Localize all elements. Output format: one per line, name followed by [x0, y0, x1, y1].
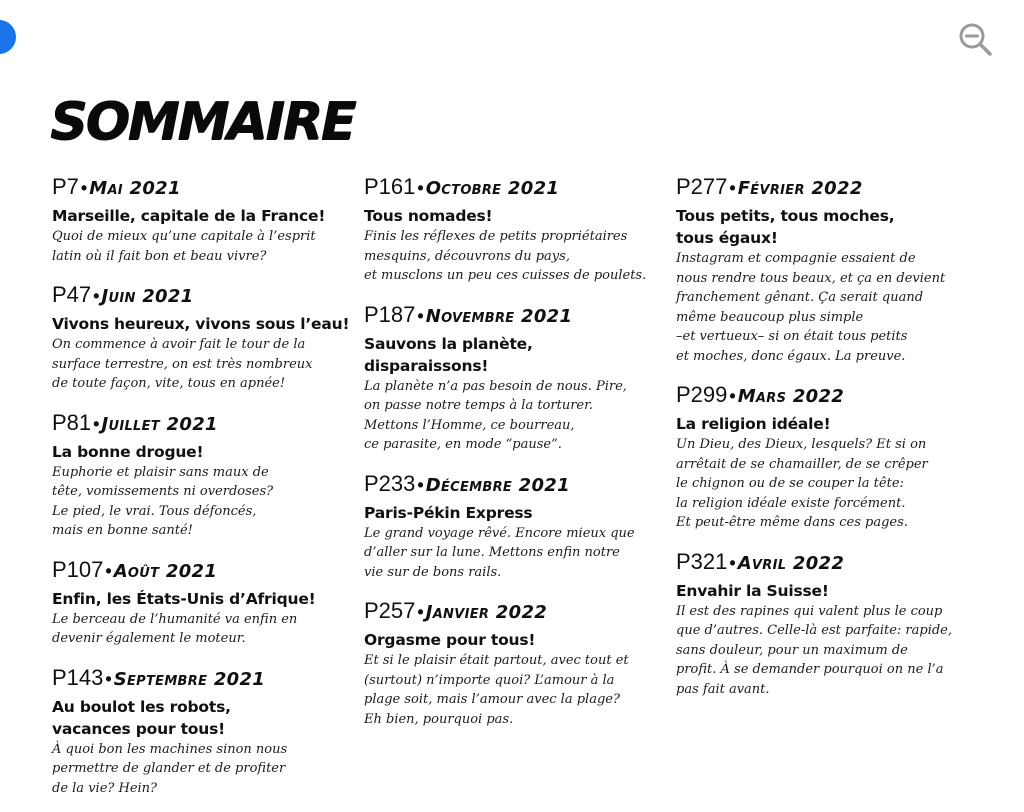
bullet-separator: • [729, 178, 736, 198]
entry-title-line: Orgasme pour tous! [364, 631, 536, 649]
entry-description [676, 435, 986, 533]
entry-description-line: et moches, donc égaux. La preuve. [676, 348, 906, 364]
page-number: P277 [676, 174, 728, 199]
toc-entry[interactable] [676, 172, 986, 366]
page-title: SOMMAIRE [50, 92, 355, 152]
entry-description [52, 227, 362, 266]
entry-title [364, 333, 674, 377]
toc-entry[interactable] [364, 172, 674, 286]
entry-description-line: surface terrestre, on est très nombreux [52, 356, 313, 372]
entry-description [364, 651, 674, 729]
entry-description-line: profit. À se demander pourquoi on ne l’a [676, 662, 944, 677]
entry-description-line: mesquins, découvrons du pays, [364, 248, 570, 264]
entry-description-line: Et peut-être même dans ces pages. [676, 515, 908, 530]
toc-entry[interactable] [676, 547, 986, 700]
entry-heading [364, 172, 674, 205]
entry-description-line: Et si le plaisir était partout, avec tout et [364, 653, 629, 668]
entry-description-line: Eh bien, pourquoi pas. [364, 711, 514, 727]
issue-month: Octobre 2021 [425, 178, 560, 199]
entry-description-line: d’aller sur la lune. Mettons enfin notre [364, 545, 620, 560]
entry-description-line: la religion idéale existe forcément. [676, 495, 906, 511]
entry-description-line: franchement gênant. Ça serait quand [676, 290, 924, 305]
entry-description [364, 524, 674, 583]
entry-title-line: La bonne drogue! [52, 442, 204, 461]
entry-title-line: tous égaux! [676, 229, 778, 247]
entry-description-line: nous rendre tous beaux, et ça en devient [676, 270, 946, 286]
entry-description-line: Euphorie et plaisir sans maux de [52, 464, 269, 480]
entry-description-line: de toute façon, vite, tous en apnée! [52, 376, 286, 391]
entry-description-line: sans douleur, pour un maximum de [676, 642, 908, 658]
issue-month: Mai 2021 [89, 178, 181, 199]
side-indicator [0, 20, 16, 54]
entry-heading [52, 280, 362, 313]
entry-description-line: que d’autres. Celle-là est parfaite: rapide, [676, 623, 952, 638]
entry-description-line: devenir également le moteur. [52, 631, 246, 646]
entry-heading [52, 408, 362, 441]
entry-description-line: plage soit, mais l’amour avec la plage? [364, 692, 620, 707]
issue-month: Novembre 2021 [425, 305, 573, 327]
bullet-separator: • [93, 286, 100, 306]
bullet-separator: • [80, 178, 88, 198]
entry-description [52, 335, 362, 394]
bullet-separator: • [105, 560, 112, 581]
entry-description-line: de la vie? Hein? [52, 780, 158, 796]
bullet-separator: • [105, 668, 112, 689]
entry-description-line: (surtout) n’importe quoi? L’amour à la [364, 672, 615, 688]
page-number: P107 [52, 556, 104, 582]
page-number: P257 [364, 598, 416, 623]
issue-month: Août 2021 [113, 560, 218, 582]
entry-heading [676, 380, 986, 413]
toc-entry[interactable] [52, 172, 362, 266]
entry-description-line: La planète n’a pas besoin de nous. Pire, [364, 378, 627, 394]
entry-description-line: pas fait avant. [676, 681, 770, 697]
bullet-separator: • [417, 474, 424, 495]
entry-description-line: le chignon ou de se couper la tête: [676, 476, 904, 491]
page-number: P321 [676, 548, 728, 574]
toc-entry[interactable] [52, 408, 362, 541]
entry-heading [676, 172, 986, 205]
entry-title [364, 629, 674, 651]
entry-description-line: même beaucoup plus simple [676, 309, 864, 325]
entry-description-line: ce parasite, en mode “pause”. [364, 437, 562, 452]
issue-month: Février 2022 [737, 178, 863, 199]
issue-month: Décembre 2021 [425, 474, 570, 496]
entry-heading [364, 596, 674, 629]
entry-description-line: tête, vomissements ni overdoses? [52, 484, 274, 499]
entry-title-line: disparaissons! [364, 356, 489, 375]
entry-description-line: Mettons l’Homme, ce bourreau, [364, 417, 575, 433]
entry-description [52, 610, 362, 649]
entry-description [364, 377, 674, 455]
entry-title-line: Enfin, les États-Unis d’Afrique! [52, 589, 316, 608]
entry-title [52, 696, 362, 740]
issue-month: Juin 2021 [101, 286, 194, 307]
entry-description-line: Le berceau de l’humanité va enfin en [52, 611, 298, 627]
entry-heading [52, 555, 362, 588]
entry-title-line: vacances pour tous! [52, 719, 225, 738]
issue-month: Avril 2022 [737, 552, 845, 574]
entry-title-line: Au boulot les robots, [52, 697, 231, 716]
bullet-separator: • [417, 602, 424, 622]
toc-entry[interactable] [364, 300, 674, 455]
entry-title [52, 313, 362, 335]
bullet-separator: • [729, 386, 736, 406]
entry-description [676, 602, 986, 700]
zoom-out-icon [956, 20, 996, 60]
entry-description-line: Finis les réflexes de petits propriétaires [364, 229, 628, 244]
page-number: P299 [676, 382, 728, 407]
entry-description-line: Un Dieu, des Dieux, lesquels? Et si on [676, 437, 927, 452]
entry-description-line: À quoi bon les machines sinon nous [52, 741, 288, 757]
entry-title [52, 205, 362, 227]
bullet-separator: • [729, 552, 736, 573]
entry-description [364, 227, 674, 286]
entry-description-line: vie sur de bons rails. [364, 564, 502, 580]
entry-title-line: Paris-Pékin Express [364, 503, 533, 522]
entry-heading [52, 663, 362, 696]
entry-title [364, 502, 674, 524]
entry-heading [364, 469, 674, 502]
entry-title [52, 588, 362, 610]
entry-title-line: Tous petits, tous moches, [676, 207, 895, 225]
entry-title [676, 205, 986, 249]
toc-entry[interactable] [676, 380, 986, 533]
entry-description-line: latin où il fait bon et beau vivre? [52, 248, 267, 264]
page-number: P81 [52, 409, 92, 435]
toc-entry[interactable] [364, 469, 674, 583]
entry-title [676, 580, 986, 602]
entry-heading [676, 547, 986, 580]
bullet-separator: • [93, 413, 100, 434]
toc-entry[interactable] [364, 596, 674, 729]
entry-description-line: Le pied, le vrai. Tous défoncés, [52, 503, 257, 519]
entry-description [676, 249, 986, 366]
entry-title [52, 441, 362, 463]
page-number: P47 [52, 282, 92, 307]
issue-month: Septembre 2021 [113, 668, 266, 690]
entry-heading [364, 300, 674, 333]
entry-title-line: Marseille, capitale de la France! [52, 207, 326, 225]
entry-description-line: –et vertueux– si on était tous petits [676, 329, 908, 344]
toc-entry[interactable] [52, 663, 362, 799]
page-number: P7 [52, 174, 79, 199]
issue-month: Janvier 2022 [425, 602, 548, 623]
entry-description-line: arrêtait de se chamailler, de se crêper [676, 456, 928, 472]
entry-title [364, 205, 674, 227]
toc-entry[interactable] [52, 280, 362, 394]
issue-month: Mars 2022 [737, 386, 845, 407]
entry-title-line: Sauvons la planète, [364, 334, 533, 353]
entry-title-line: Vivons heureux, vivons sous l’eau! [52, 315, 350, 333]
entry-heading [52, 172, 362, 205]
page-number: P233 [364, 470, 416, 496]
entry-description [52, 463, 362, 541]
toc-column [364, 172, 674, 743]
entry-description-line: Instagram et compagnie essaient de [676, 251, 916, 266]
entry-description-line: Quoi de mieux qu’une capitale à l’esprit [52, 229, 316, 244]
page-number: P187 [364, 301, 416, 327]
entry-description-line: mais en bonne santé! [52, 523, 193, 538]
page-number: P143 [52, 664, 104, 690]
entry-title-line: Envahir la Suisse! [676, 581, 829, 600]
entry-description [52, 740, 362, 799]
entry-description-line: on passe notre temps à la torturer. [364, 398, 594, 413]
toc-column [676, 172, 986, 713]
toc-entry[interactable] [52, 555, 362, 649]
toc-column [52, 172, 362, 812]
entry-title-line: La religion idéale! [676, 415, 831, 433]
entry-description-line: Le grand voyage rêvé. Encore mieux que [364, 525, 635, 541]
entry-description-line: Il est des rapines qui valent plus le coup [676, 603, 943, 619]
bullet-separator: • [417, 305, 424, 326]
page-number: P161 [364, 174, 416, 199]
issue-month: Juillet 2021 [101, 413, 218, 435]
entry-description-line: et musclons un peu ces cuisses de poulets. [364, 268, 647, 283]
entry-description-line: permettre de glander et de profiter [52, 761, 286, 776]
entry-description-line: On commence à avoir fait le tour de la [52, 337, 306, 352]
zoom-out-button[interactable] [956, 20, 996, 60]
entry-title-line: Tous nomades! [364, 207, 493, 225]
bullet-separator: • [417, 178, 424, 198]
entry-title [676, 413, 986, 435]
